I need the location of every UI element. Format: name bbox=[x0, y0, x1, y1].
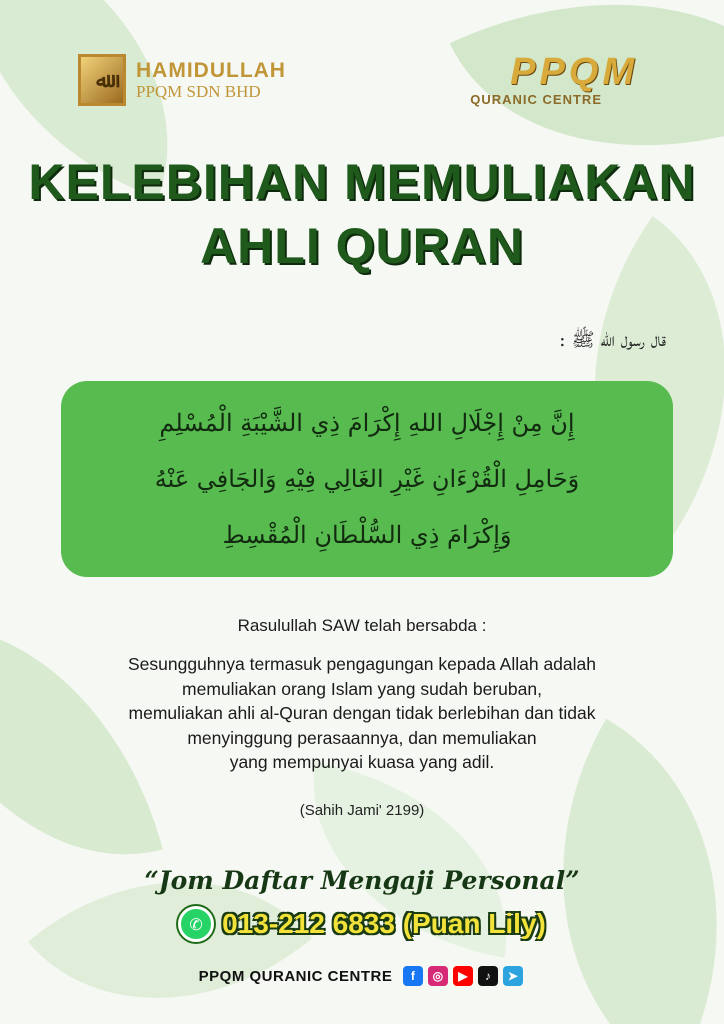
hadith-intro-arabic: قال رسول الله ﷺ : bbox=[559, 329, 666, 351]
hamidullah-logo bbox=[78, 54, 286, 106]
translation-body bbox=[40, 652, 684, 775]
footer-label: PPQM QURANIC CENTRE bbox=[198, 967, 393, 985]
hamidullah-emblem-icon: ﷲ bbox=[78, 54, 126, 106]
hamidullah-logo-line2: PPQM SDN BHD bbox=[136, 82, 261, 101]
hadith-box bbox=[61, 381, 673, 577]
title-line-1: KELEBIHAN MEMULIAKAN bbox=[28, 154, 696, 210]
translation-line: memuliakan orang Islam yang sudah beruban, bbox=[182, 678, 542, 699]
hadith-arabic-text bbox=[81, 395, 653, 563]
hadith-line: إِنَّ مِنْ إِجْلَالِ اللهِ إِكْرَامَ ذِي الشَّيْبَةِ الْمُسْلِمِ bbox=[159, 409, 575, 437]
youtube-icon[interactable]: ▶ bbox=[453, 966, 473, 986]
footer bbox=[0, 966, 724, 986]
call-to-action: “Jom Daftar Mengaji Personal” bbox=[144, 866, 580, 895]
ppqm-logo-subtitle: QURANIC CENTRE bbox=[470, 92, 602, 107]
translation-line: Sesungguhnya termasuk pengagungan kepada Allah adalah bbox=[127, 654, 596, 674]
hadith-line: وَحَامِلِ الْقُرْءَانِ غَيْرِ الغَالِي فِيْهِ وَالجَافِي عَنْهُ bbox=[154, 465, 580, 493]
hamidullah-logo-line1: HAMIDULLAH bbox=[136, 59, 286, 82]
hadith-source: (Sahih Jami' 2199) bbox=[299, 802, 425, 819]
ppqm-logo-mark: PPQM bbox=[510, 51, 638, 93]
whatsapp-icon[interactable]: ✆ bbox=[178, 906, 214, 942]
ppqm-logo bbox=[414, 52, 638, 107]
translation-line: menyinggung perasaannya, dan memuliakan bbox=[187, 727, 537, 748]
title-line-2: AHLI QURAN bbox=[200, 218, 524, 274]
page-title bbox=[0, 150, 724, 278]
header bbox=[0, 50, 724, 120]
instagram-icon[interactable]: ◎ bbox=[428, 966, 448, 986]
tiktok-icon[interactable]: ♪ bbox=[478, 966, 498, 986]
translation-line: memuliakan ahli al-Quran dengan tidak berlebihan dan tidak bbox=[128, 703, 596, 723]
translation-heading: Rasulullah SAW telah bersabda : bbox=[237, 616, 487, 635]
telegram-icon[interactable]: ➤ bbox=[503, 966, 523, 986]
phone-number[interactable]: 013-212 6833 (Puan Lily) bbox=[222, 908, 546, 939]
contact-row bbox=[0, 906, 724, 942]
hadith-line: وَإِكْرَامَ ذِي السُّلْطَانِ الْمُقْسِطِ bbox=[222, 521, 512, 549]
translation-line: yang mempunyai kuasa yang adil. bbox=[229, 752, 495, 772]
facebook-icon[interactable]: f bbox=[403, 966, 423, 986]
